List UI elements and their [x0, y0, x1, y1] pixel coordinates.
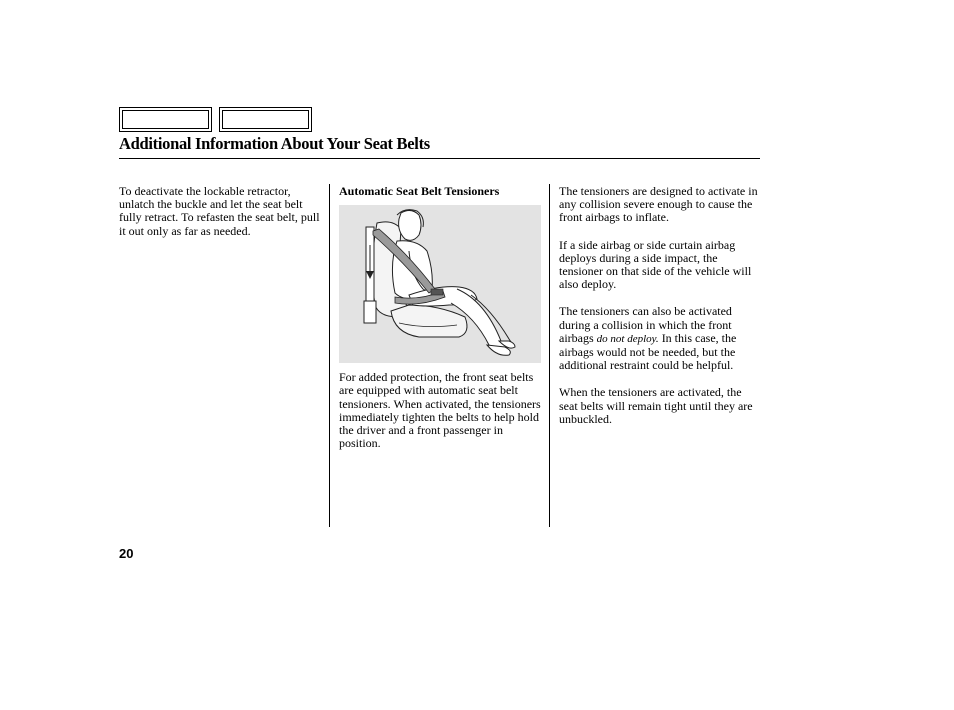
seatbelt-tensioner-illustration — [339, 205, 541, 363]
column-1 — [119, 185, 321, 238]
column-3-paragraph-1: The tensioners are designed to activate in any collision severe enough to cause the front airbags to inflate. — [559, 184, 758, 225]
seatbelt-tensioner-icon — [339, 205, 541, 363]
column-divider-2 — [549, 184, 550, 527]
column-3-paragraph-3 — [559, 305, 763, 372]
column-1-paragraph: To deactivate the lockable retractor, unlatch the buckle and let the seat belt fully retract. To refasten the seat belt, pull it out only as far as needed. — [119, 184, 320, 238]
paragraph-3-text-after: In this case, the airbags would not be needed, but the additional restraint could be helpful. — [559, 330, 737, 373]
header-tab-box-right — [219, 107, 312, 132]
page-title: Additional Information About Your Seat Belts — [119, 134, 430, 153]
page-number: 20 — [119, 546, 134, 561]
paragraph-3-text-before: The tensioners can also be activated during a collision in which the front airbags — [559, 304, 732, 345]
column-3 — [559, 185, 763, 426]
column-2-paragraph: For added protection, the front seat belts are equipped with automatic seat belt tensioners. When activated, the tensioners immediately tighten the belts to help hold the driver and a front passenger in position. — [339, 370, 541, 451]
column-3-paragraph-4: When the tensioners are activated, the seat belts will remain tight until they are unbuckled. — [559, 385, 753, 426]
title-rule — [119, 158, 760, 159]
column-2 — [339, 185, 545, 450]
column-divider-1 — [329, 184, 330, 527]
section-heading: Automatic Seat Belt Tensioners — [339, 184, 500, 198]
header-tab-box-left — [119, 107, 212, 132]
column-3-paragraph-2: If a side airbag or side curtain airbag deploys during a side impact, the tensioner on that side of the vehicle will also deploy. — [559, 237, 752, 292]
paragraph-3-italic: do not deploy. — [596, 332, 659, 345]
